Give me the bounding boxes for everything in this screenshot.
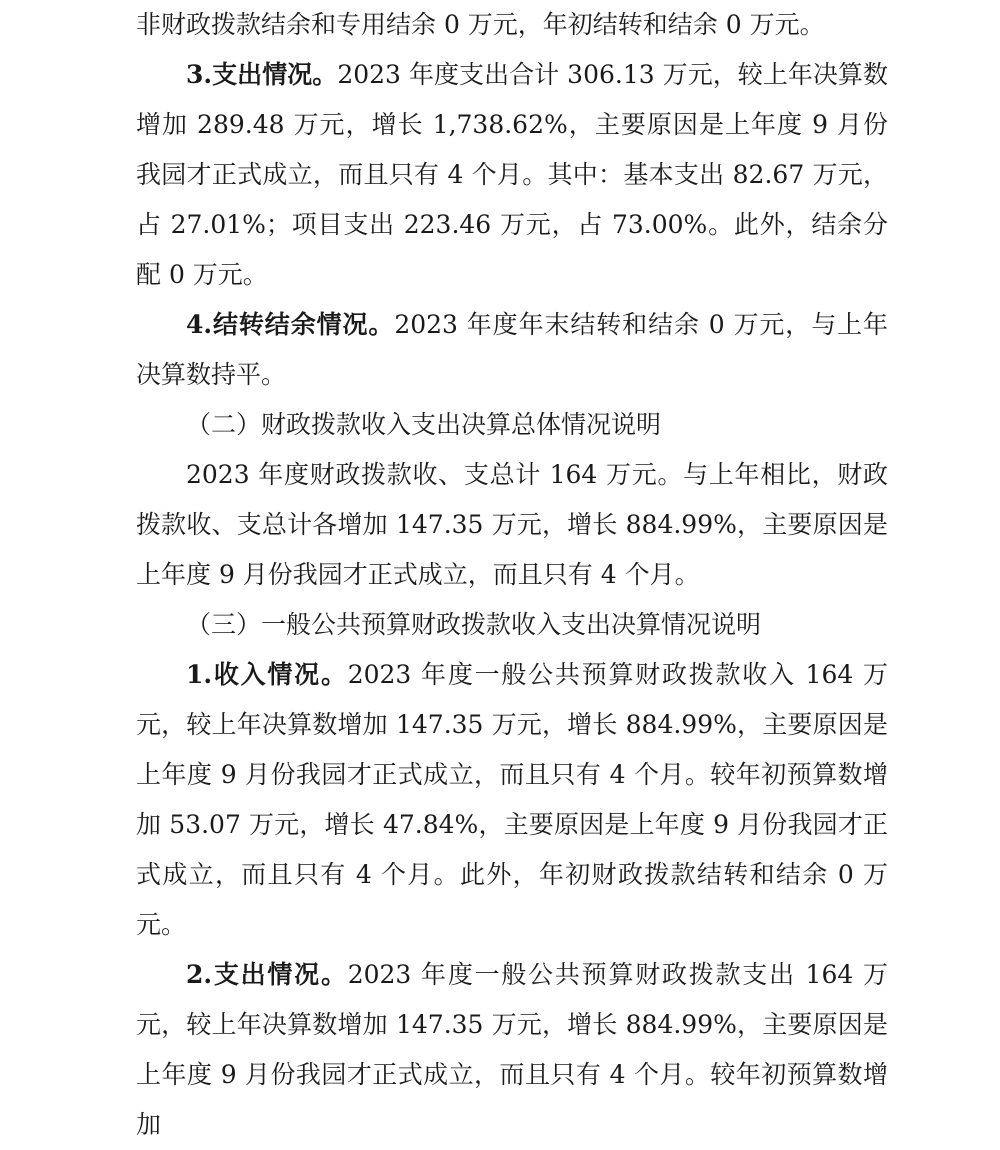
paragraph-carryover [136,300,888,400]
paragraph-text: 2023 年度一般公共预算财政拨款支出 164 万元，较上年决算数增加 147.35 万元，增长 884.99%，主要原因是上年度 9 月份我园才正式成立，而且只有 4 个月。较年初预算数增加 [136,960,888,1139]
paragraph-balance-note [136,0,888,50]
paragraph-lead: 3.支出情况。 [186,60,338,89]
paragraph-text: 2023 年度财政拨款收、支总计 164 万元。与上年相比，财政拨款收、支总计各增加 147.35 万元，增长 884.99%，主要原因是上年度 9 月份我园才正式成立，而且只有 4 个月。 [136,460,888,589]
paragraph-text: 2023 年度支出合计 306.13 万元，较上年决算数增加 289.48 万元，增长 1,738.62%，主要原因是上年度 9 月份我园才正式成立，而且只有 4 个月。其中：基本支出 82.67 万元，占 27.01%；项目支出 223.46 万元，占 73.00%。此外，结余分配 0 万元。 [136,60,888,289]
section-heading-fiscal-overview [136,400,888,450]
paragraph-lead: 1.收入情况。 [186,660,348,689]
paragraph-fiscal-overview [136,450,888,600]
paragraph-text: 2023 年度年末结转和结余 0 万元，与上年决算数持平。 [136,310,888,389]
heading-text: （三）一般公共预算财政拨款收入支出决算情况说明 [186,610,762,639]
paragraph-text: 2023 年度一般公共预算财政拨款收入 164 万元，较上年决算数增加 147.35 万元，增长 884.99%，主要原因是上年度 9 月份我园才正式成立，而且只有 4 个月。较年初预算数增加 53.07 万元，增长 47.84%，主要原因是上年度 9 月份我园才正式成立，而且只有 4 个月。此外，年初财政拨款结转和结余 0 万元。 [136,660,888,939]
heading-text: （二）财政拨款收入支出决算总体情况说明 [186,410,662,439]
document-page [136,0,888,1150]
paragraph-income [136,650,888,950]
paragraph-lead: 2.支出情况。 [186,960,348,989]
paragraph-text: 非财政拨款结余和专用结余 0 万元，年初结转和结余 0 万元。 [136,10,825,39]
paragraph-expenditure [136,50,888,300]
section-heading-general-budget [136,600,888,650]
paragraph-general-expenditure [136,950,888,1150]
paragraph-lead: 4.结转结余情况。 [186,310,395,339]
